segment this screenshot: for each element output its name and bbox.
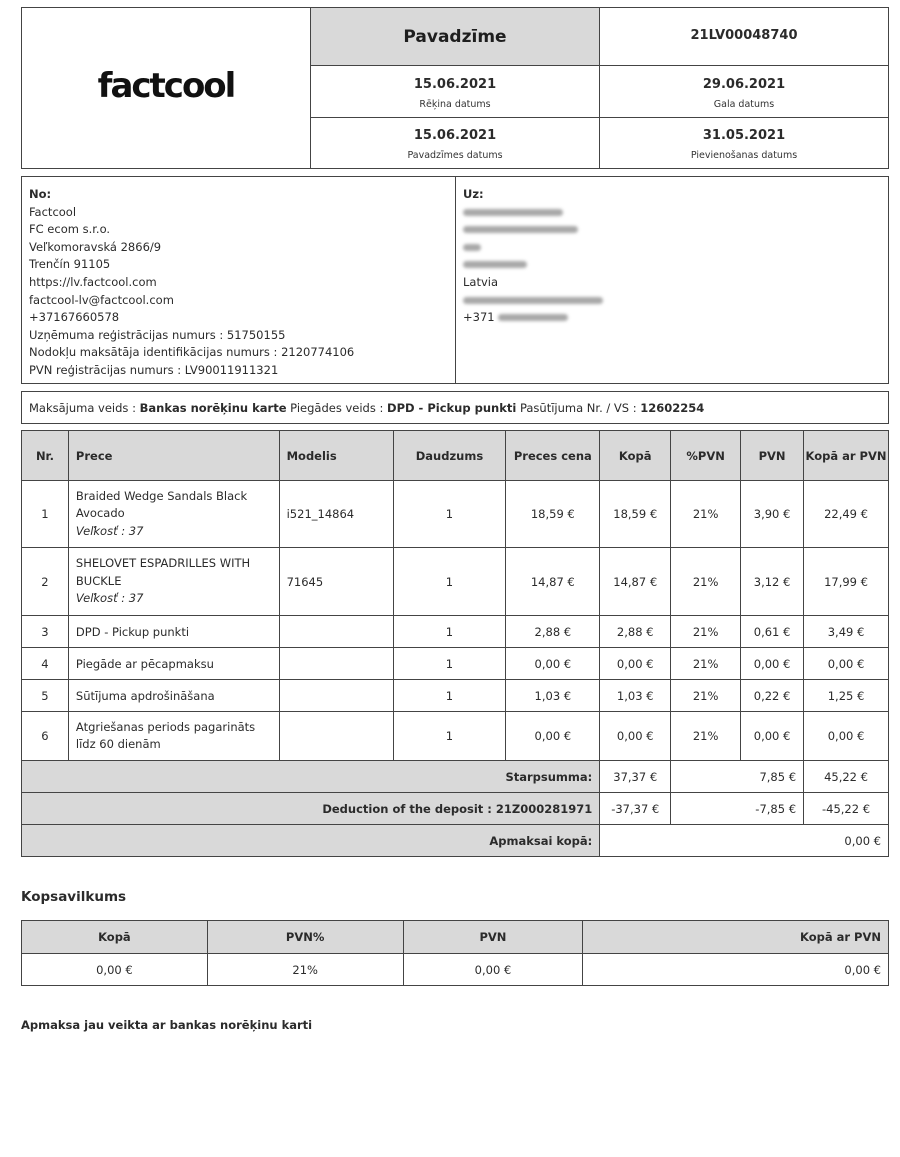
to-pay-value: 0,00 €: [600, 825, 889, 857]
redacted-line: [463, 239, 881, 257]
invoice-header: [21, 7, 889, 169]
invoice-date-label: Rēķina datums: [419, 99, 491, 110]
item-vat: 0,00 €: [741, 648, 804, 680]
delivery-note-date: 15.06.2021: [413, 128, 497, 143]
seller-line: https://lv.factcool.com: [29, 274, 157, 289]
redacted-line: [463, 204, 881, 222]
due-date: 29.06.2021: [702, 77, 786, 92]
item-vat: 3,12 €: [741, 548, 804, 616]
item-total-vat: 0,00 €: [804, 648, 889, 680]
payment-label: Maksājuma veids :: [29, 401, 136, 415]
phone-prefix: +371: [463, 310, 495, 325]
to-pay-label: Apmaksai kopā:: [22, 825, 600, 857]
payment-note: Apmaksa jau veikta ar bankas norēķinu karti: [21, 1018, 313, 1032]
to-pay-row: [22, 825, 889, 857]
redacted-line: [463, 292, 881, 310]
subtotal-row: [22, 761, 889, 793]
summary-col-header: Kopā: [22, 921, 208, 954]
item-total: 14,87 €: [600, 548, 671, 616]
deduction-label: Deduction of the deposit : 21Z000281971: [22, 793, 600, 825]
item-price: 18,59 €: [506, 481, 600, 548]
seller-line: Trenčín 91105: [29, 257, 111, 272]
seller-line: Factcool: [29, 204, 77, 219]
item-qty: 1: [393, 648, 506, 680]
deduction-row: [22, 793, 889, 825]
subtotal-label: Starpsumma:: [22, 761, 600, 793]
redacted-line: [463, 256, 881, 274]
item-total: 1,03 €: [600, 680, 671, 712]
delivery-value: DPD - Pickup punkti: [387, 401, 517, 415]
row-nr: 3: [22, 616, 69, 648]
seller-line: FC ecom s.r.o.: [29, 222, 111, 237]
buyer-phone: [463, 309, 881, 327]
item-model: [279, 616, 393, 648]
subtotal-vat: 7,85 €: [671, 761, 804, 793]
delivery-label: Piegādes veids :: [290, 401, 384, 415]
item-vat-pct: 21%: [671, 680, 741, 712]
table-row: [22, 481, 889, 548]
seller-address: [22, 177, 456, 383]
item-name: DPD - Pickup punkti: [68, 616, 279, 648]
from-label: No:: [29, 187, 52, 201]
summary-total: 0,00 €: [22, 954, 208, 986]
item-total-vat: 17,99 €: [804, 548, 889, 616]
col-header: %PVN: [671, 431, 741, 481]
item-model: [279, 648, 393, 680]
buyer-country: Latvia: [463, 274, 499, 289]
item-model: [279, 712, 393, 761]
item-total-vat: 1,25 €: [804, 680, 889, 712]
summary-title: Kopsavilkums: [21, 889, 127, 905]
item-price: 0,00 €: [506, 712, 600, 761]
item-vat-pct: 21%: [671, 548, 741, 616]
item-total: 2,88 €: [600, 616, 671, 648]
item-total-vat: 3,49 €: [804, 616, 889, 648]
table-row: [22, 548, 889, 616]
item-total-vat: 0,00 €: [804, 712, 889, 761]
summary-table: [21, 920, 889, 986]
address-block: [21, 176, 889, 384]
added-date-label: Pievienošanas datums: [690, 150, 798, 161]
deduction-total-vat: -45,22 €: [804, 793, 889, 825]
order-value: 12602254: [640, 401, 705, 415]
row-nr: 2: [22, 548, 69, 616]
due-date-label: Gala datums: [713, 99, 775, 110]
col-header: Kopā: [600, 431, 671, 481]
summary-col-header: PVN: [403, 921, 583, 954]
item-price: 1,03 €: [506, 680, 600, 712]
item-total: 0,00 €: [600, 712, 671, 761]
item-qty: 1: [393, 548, 506, 616]
logo-cell: [22, 8, 311, 168]
item-price: 14,87 €: [506, 548, 600, 616]
col-header: Preces cena: [506, 431, 600, 481]
item-variant: Veľkosť : 37: [75, 591, 144, 606]
added-date: 31.05.2021: [702, 128, 786, 143]
delivery-note-date-label: Pavadzīmes datums: [407, 150, 503, 161]
item-vat-pct: 21%: [671, 648, 741, 680]
col-header: Daudzums: [393, 431, 506, 481]
seller-line: Veľkomoravská 2866/9: [29, 239, 162, 254]
table-row: [22, 680, 889, 712]
col-header: PVN: [741, 431, 804, 481]
item-name: Atgriešanas periods pagarināts līdz 60 dienām: [68, 712, 279, 761]
item-cell: [68, 548, 279, 616]
item-name: Braided Wedge Sandals Black Avocado: [75, 488, 248, 521]
item-vat: 0,00 €: [741, 712, 804, 761]
order-label: Pasūtījuma Nr. / VS :: [519, 401, 637, 415]
subtotal-total-vat: 45,22 €: [804, 761, 889, 793]
redacted-line: [463, 221, 881, 239]
summary-header-row: [22, 921, 889, 954]
summary-vat-pct: 21%: [207, 954, 403, 986]
summary-col-header: Kopā ar PVN: [583, 921, 889, 954]
item-name: Sūtījuma apdrošināšana: [68, 680, 279, 712]
payment-info: [21, 391, 889, 424]
row-nr: 4: [22, 648, 69, 680]
summary-row: [22, 954, 889, 986]
deduction-total: -37,37 €: [600, 793, 671, 825]
invoice-date: 15.06.2021: [413, 77, 497, 92]
summary-total-vat: 0,00 €: [583, 954, 889, 986]
col-header: Modelis: [279, 431, 393, 481]
factcool-logo: factcool: [97, 66, 235, 106]
invoice-number: 21LV00048740: [600, 8, 888, 66]
item-model: [279, 680, 393, 712]
col-header: Kopā ar PVN: [804, 431, 889, 481]
item-name: Piegāde ar pēcapmaksu: [68, 648, 279, 680]
item-vat-pct: 21%: [671, 712, 741, 761]
document-title: Pavadzīme: [311, 8, 600, 66]
table-row: [22, 616, 889, 648]
row-nr: 1: [22, 481, 69, 548]
added-date-cell: [600, 118, 888, 168]
item-vat: 0,22 €: [741, 680, 804, 712]
summary-col-header: PVN%: [207, 921, 403, 954]
item-name: SHELOVET ESPADRILLES WITH BUCKLE: [75, 556, 251, 588]
item-qty: 1: [393, 616, 506, 648]
item-vat: 0,61 €: [741, 616, 804, 648]
buyer-address: [456, 177, 888, 383]
item-total: 0,00 €: [600, 648, 671, 680]
item-price: 0,00 €: [506, 648, 600, 680]
to-label: Uz:: [463, 187, 484, 201]
item-vat-pct: 21%: [671, 616, 741, 648]
subtotal-total: 37,37 €: [600, 761, 671, 793]
table-row: [22, 648, 889, 680]
item-qty: 1: [393, 680, 506, 712]
row-nr: 5: [22, 680, 69, 712]
item-model: 71645: [279, 548, 393, 616]
item-vat-pct: 21%: [671, 481, 741, 548]
item-cell: [68, 481, 279, 548]
item-qty: 1: [393, 481, 506, 548]
due-date-cell: [600, 66, 888, 118]
item-total: 18,59 €: [600, 481, 671, 548]
seller-line: factcool-lv@factcool.com: [29, 292, 174, 307]
invoice-date-cell: [311, 66, 600, 118]
item-model: i521_14864: [279, 481, 393, 548]
item-total-vat: 22,49 €: [804, 481, 889, 548]
item-price: 2,88 €: [506, 616, 600, 648]
item-variant: Veľkosť : 37: [75, 523, 144, 538]
item-qty: 1: [393, 712, 506, 761]
table-header-row: [22, 431, 889, 481]
seller-line: +37167660578: [29, 310, 120, 325]
summary-vat: 0,00 €: [403, 954, 583, 986]
delivery-note-date-cell: [311, 118, 600, 168]
seller-line: Uzņēmuma reģistrācijas numurs : 51750155: [29, 327, 286, 342]
col-header: Prece: [68, 431, 279, 481]
row-nr: 6: [22, 712, 69, 761]
col-header: Nr.: [22, 431, 69, 481]
item-vat: 3,90 €: [741, 481, 804, 548]
items-table: [21, 430, 889, 857]
seller-line: Nodokļu maksātāja identifikācijas numurs : 2120774106: [29, 345, 355, 360]
deduction-vat: -7,85 €: [671, 793, 804, 825]
payment-value: Bankas norēķinu karte: [139, 401, 287, 415]
table-row: [22, 712, 889, 761]
seller-line: PVN reģistrācijas numurs : LV90011911321: [29, 362, 279, 377]
